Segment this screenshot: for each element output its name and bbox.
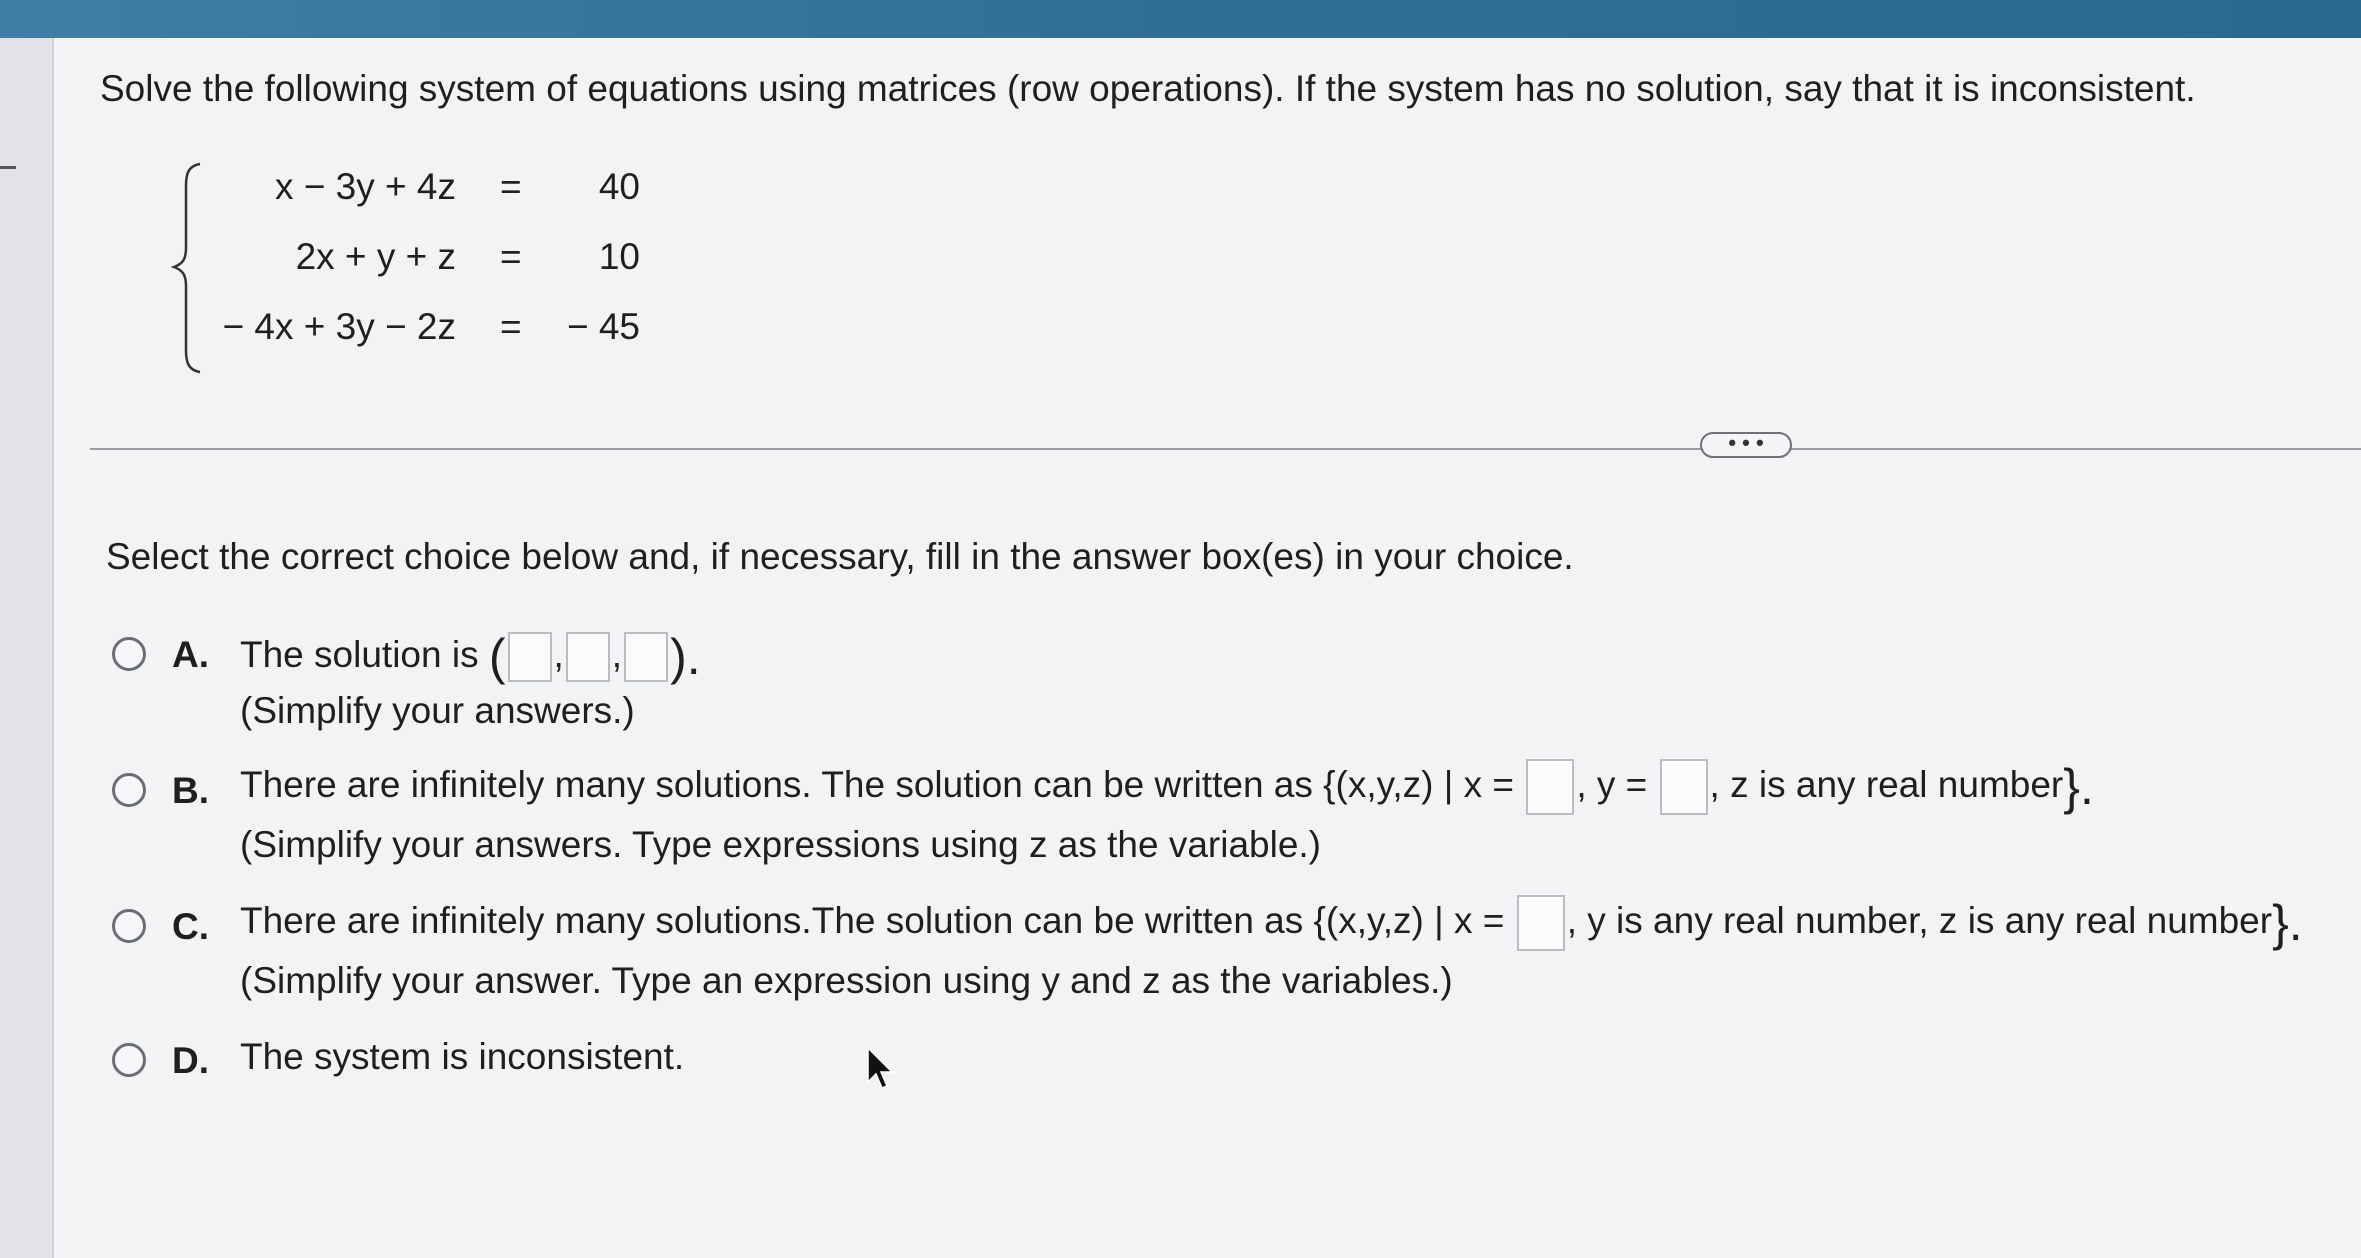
comma: ,: [553, 633, 564, 675]
side-marker: [0, 166, 16, 169]
choice-b-tail: , z is any real number: [1709, 763, 2064, 805]
choice-c-letter: C.: [172, 906, 209, 947]
equation-lhs: x − 3y + 4z: [275, 166, 456, 207]
choice-c-tail: , y is any real number, z is any real number: [1566, 899, 2273, 941]
answer-box-y-in-z[interactable]: [1660, 759, 1708, 815]
set-close: }.: [2272, 895, 2303, 951]
equation-lhs: 2x + y + z: [295, 236, 456, 277]
answer-box-y[interactable]: [566, 632, 610, 682]
choice-a-radio[interactable]: [112, 637, 146, 671]
equals-sign: =: [500, 236, 522, 277]
equation-lhs: − 4x + 3y − 2z: [222, 306, 456, 347]
choice-c-text-line: [240, 894, 2303, 952]
choice-d-letter: D.: [172, 1040, 209, 1081]
answer-box-x-in-yz[interactable]: [1517, 895, 1565, 951]
equation-row-3: [210, 306, 640, 352]
section-divider: [90, 448, 2361, 450]
choice-b-note: (Simplify your answers. Type expressions using z as the variable.): [240, 824, 1322, 865]
set-open: {(x,y,z) | x =: [1313, 899, 1505, 941]
set-open: {(x,y,z) | x =: [1323, 763, 1515, 805]
answer-box-z[interactable]: [624, 632, 668, 682]
choice-d-radio[interactable]: [112, 1043, 146, 1077]
comma: ,: [611, 633, 623, 675]
open-paren: (: [488, 629, 506, 685]
equation-row-2: [210, 236, 640, 282]
question-text: Solve the following system of equations using matrices (row operations). If the system has no solution, say that it is inconsistent.: [100, 68, 2196, 109]
choice-b-text-line: [240, 758, 2094, 816]
equation-row-1: [210, 166, 640, 212]
choice-b-letter: B.: [172, 770, 209, 811]
equals-sign: =: [500, 166, 522, 207]
choice-c-note: (Simplify your answer. Type an expression using y and z as the variables.): [240, 960, 1453, 1001]
mouse-pointer-icon: [866, 1046, 896, 1094]
equation-system: [170, 160, 640, 375]
equation-rhs: 40: [598, 166, 640, 207]
browser-top-bar: [0, 0, 2361, 38]
left-brace-icon: [170, 160, 204, 375]
instruction-text: Select the correct choice below and, if necessary, fill in the answer box(es) in your choice.: [106, 536, 1574, 577]
choice-b-radio[interactable]: [112, 773, 146, 807]
choice-a-note: (Simplify your answers.): [240, 690, 635, 731]
choice-c-radio[interactable]: [112, 909, 146, 943]
set-close: }.: [2063, 759, 2094, 815]
choice-c-text: There are infinitely many solutions.The solution can be written as: [240, 899, 1304, 941]
choice-a-text: The solution is: [240, 633, 479, 675]
equation-rhs: − 45: [566, 306, 640, 347]
expand-more-button[interactable]: • • •: [1700, 432, 1792, 458]
left-side-panel: [0, 38, 54, 1258]
equation-rhs: 10: [598, 236, 640, 277]
choice-a-letter: A.: [172, 634, 209, 675]
answer-box-x-in-z[interactable]: [1526, 759, 1574, 815]
y-label: , y =: [1576, 763, 1648, 805]
choice-b-text: There are infinitely many solutions. The solution can be written as: [240, 763, 1313, 805]
choice-a-text-line: [240, 628, 701, 686]
answer-box-x[interactable]: [508, 632, 552, 682]
choice-d-text: The system is inconsistent.: [240, 1036, 685, 1077]
close-paren: ).: [670, 629, 701, 685]
equals-sign: =: [500, 306, 522, 347]
